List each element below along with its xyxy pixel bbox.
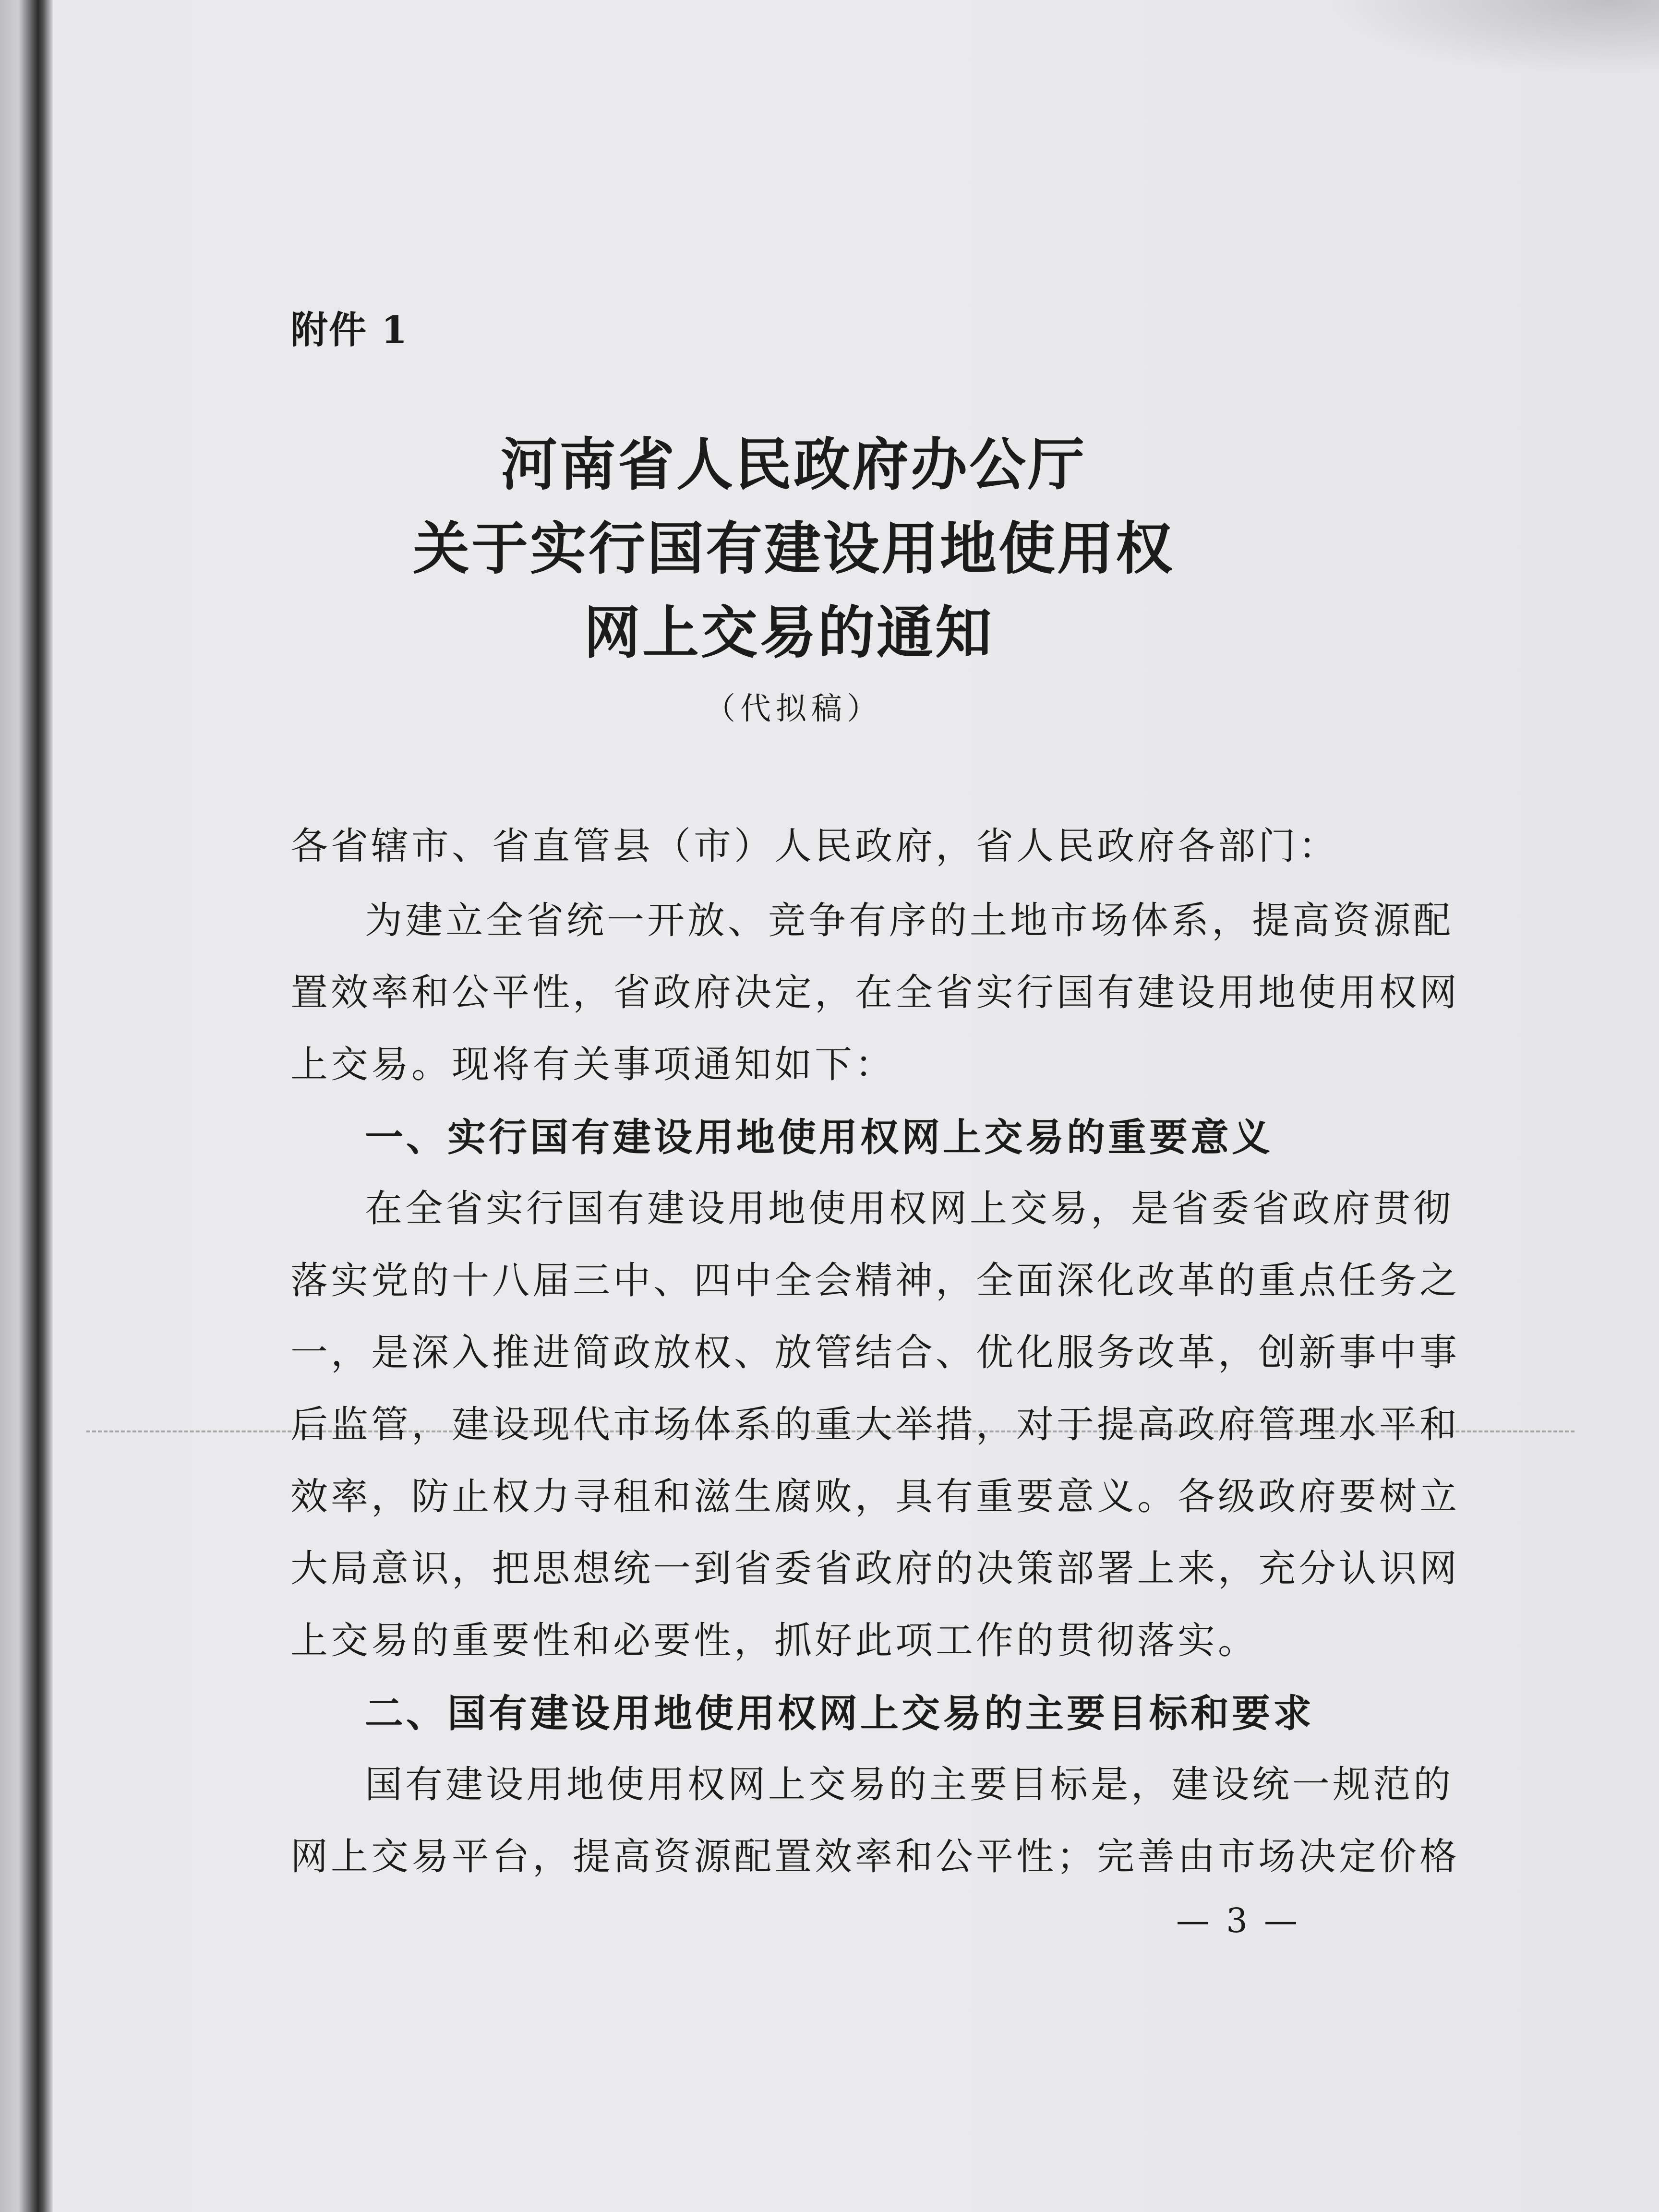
document-title <box>0 422 1659 728</box>
attachment-label: 附件 1 <box>290 308 409 352</box>
title-line-2: 关于实行国有建设用地使用权 <box>412 515 1174 582</box>
body-line: 在全省实行国有建设用地使用权网上交易，是省委省政府贯彻 <box>365 1187 1454 1230</box>
body-line: 后监管，建设现代市场体系的重大举措，对于提高政府管理水平和 <box>290 1403 1460 1446</box>
section-heading-2: 二、国有建设用地使用权网上交易的主要目标和要求 <box>365 1691 1314 1736</box>
draft-note: （代拟稿） <box>705 691 882 727</box>
body-line: 国有建设用地使用权网上交易的主要目标是，建设统一规范的 <box>365 1763 1454 1806</box>
body-line: 为建立全省统一开放、竞争有序的土地市场体系，提高资源配 <box>365 899 1454 942</box>
body-line: 上交易。现将有关事项通知如下： <box>290 1043 896 1086</box>
section-heading-1: 一、实行国有建设用地使用权网上交易的重要意义 <box>365 1115 1273 1160</box>
page-number: — 3 — <box>1176 1901 1301 1940</box>
body-line: 效率，防止权力寻租和滋生腐败，具有重要意义。各级政府要树立 <box>290 1475 1460 1518</box>
body-line: 置效率和公平性，省政府决定，在全省实行国有建设用地使用权网 <box>290 971 1460 1014</box>
binding-edge <box>0 0 53 2212</box>
title-line-3: 网上交易的通知 <box>583 599 994 666</box>
body-line: 大局意识，把思想统一到省委省政府的决策部署上来，充分认识网 <box>290 1547 1460 1590</box>
body-line: 一，是深入推进简政放权、放管结合、优化服务改革，创新事中事 <box>290 1331 1460 1374</box>
body-line: 上交易的重要性和必要性，抓好此项工作的贯彻落实。 <box>290 1619 1259 1662</box>
paper-shadow <box>1323 0 1659 77</box>
body-line: 落实党的十八届三中、四中全会精神，全面深化改革的重点任务之 <box>290 1259 1460 1302</box>
title-line-1: 河南省人民政府办公厅 <box>500 431 1086 498</box>
body-line: 网上交易平台，提高资源配置效率和公平性；完善由市场决定价格 <box>290 1835 1460 1878</box>
addressee-line: 各省辖市、省直管县（市）人民政府，省人民政府各部门： <box>290 825 1339 868</box>
